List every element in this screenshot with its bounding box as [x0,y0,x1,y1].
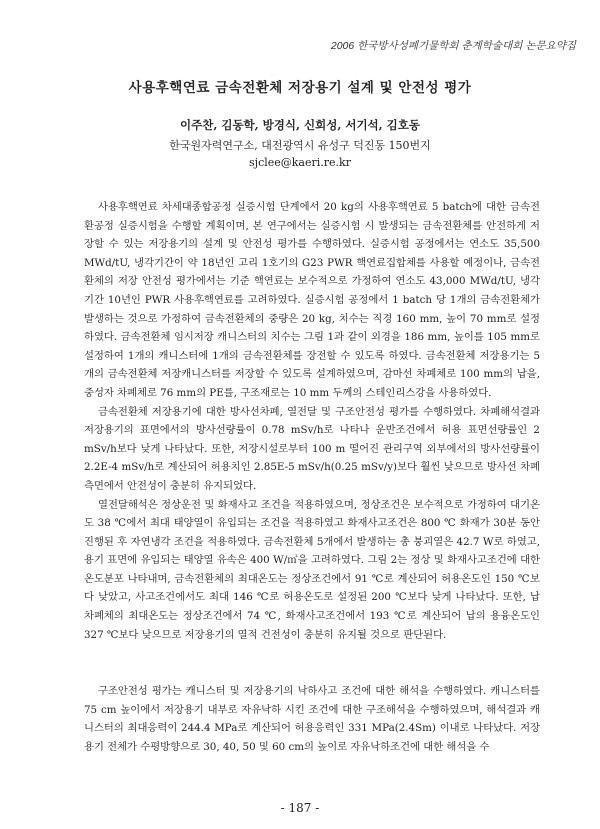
abstract-body [84,198,540,644]
running-header: 2006 한국방사성폐기물학회 춘계학술대회 논문요약집 [330,40,576,52]
paragraph-thermal: 열전달해석은 정상운전 및 화재사고 조건을 적용하였으며, 정상조건은 보수적으로 가정하여 대기온도 38 ℃에서 최대 태양열이 유입되는 조건을 적용하였고 화재사고조건은 800 ℃ 화재가 30분 동안 진행된 후 자연냉각 조건을 적용하였다. 금속전환체 5개에서 발생하는 총 붕괴열은 42.7 W로 하였고, 용기 표면에 유입되는 태양열 유속은 400 W/㎡을 고려하였다. 그림 2는 정상 및 화재사고조건에 대한 온도분포 나타내며, 금속전환체의 최대온도는 정상조건에서 91 ℃로 계산되어 허용온도인 150 ℃보다 낮았고, 사고조건에서도 최대 146 ℃로 허용온도로 설정된 200 ℃보다 낮게 나타났다. 또한, 납 차폐체의 최대온도는 정상조건에서 74 ℃, 화재사고조건에서 193 ℃로 계산되어 납의 용융온도인 327 ℃보다 낮으므로 저장용기의 열적 건전성이 충분히 유지될 것으로 판단된다. [84,498,540,641]
paper-title: 사용후핵연료 금속전환체 저장용기 설계 및 안전성 평가 [128,80,472,96]
page-number: - 187 - [280,801,320,815]
paragraph-shielding: 금속전환체 저장용기에 대한 방사선차폐, 열전달 및 구조안전성 평가를 수행하였다. 차폐해석결과 저장용기의 표면에서의 방사선량률이 0.78 mSv/h로 나타나 운반조건에서 허용 표면선량률인 2 mSv/h보다 낮게 나타났다. 또한, 저장시설로부터 100 m 떨어진 관리구역 외부에서의 방사선량률이 2.2E-4 mSv/h로 계산되어 허용치인 2.85E-5 mSv/h(0.25 mSv/y)보다 훨씬 낮으므로 방사선 차폐 측면에서 안전성이 충분히 유지되었다. [84,405,540,492]
paragraph-structural: 구조안전성 평가는 캐니스터 및 저장용기의 낙하사고 조건에 대한 해석을 수행하였다. 캐니스터를 75 cm 높이에서 저장용기 내부로 자유낙하 시킨 조건에 대한 구조해석을 수행하였으며, 해석결과 캐니스터의 최대응력이 244.4 MPa로 계산되어 허용응력인 331 MPa(2.4Sm) 이내로 나타났다. 저장용기 전체가 수평방향으로 30, 40, 50 및 60 cm의 높이로 자유낙하조건에 대한 해석을 수 [84,685,540,753]
author-list: 이주찬, 김동학, 방경식, 신희성, 서기석, 김호동 [180,118,420,132]
abstract-body-continued [84,682,540,756]
paragraph-overview: 사용후핵연료 차세대종합공정 실증시험 단계에서 20 kg의 사용후핵연료 5 batch에 대한 금속전환공정 실증시험을 수행할 계획이며, 본 연구에서는 실증시험 시 발생되는 금속전환체를 안전하게 저장할 수 있는 저장용기의 설계 및 안전성 평가를 수행하였다. 실증시험 공정에서는 연소도 35,500 MWd/tU, 냉각기간이 약 18년인 고리 1호기의 G23 PWR 핵연료집합체를 사용할 예정이나, 금속전환체의 저장 안전성 평가에서는 기준 핵연료는 보수적으로 가정하여 연소도 43,000 MWd/tU, 냉각기간 10년인 PWR 사용후핵연료를 고려하였다. 실증시험 공정에서 1 batch 당 1개의 금속전환체가 발생하는 것으로 가정하여 금속전환체의 중량은 20 kg, 치수는 직경 160 mm, 높이 70 mm로 설정하였다. 금속전환체 임시저장 캐니스터의 치수는 그림 1과 같이 외경을 186 mm, 높이를 105 mm로 설정하여 1개의 캐니스터에 1개의 금속전환체를 장전할 수 있도록 하였다. 금속전환체 저장용기는 5개의 금속전환체 저장캐니스터를 저장할 수 있도록 설계하였으며, 감마선 차폐체로 100 mm의 납을, 중성자 차폐체로 76 mm의 PE를, 구조재로는 10 mm 두께의 스테인리스강을 사용하였다. [84,201,540,399]
contact-email: sjclee@kaeri.re.kr [249,156,351,169]
affiliation: 한국원자력연구소, 대전광역시 유성구 덕진동 150번지 [169,139,431,152]
